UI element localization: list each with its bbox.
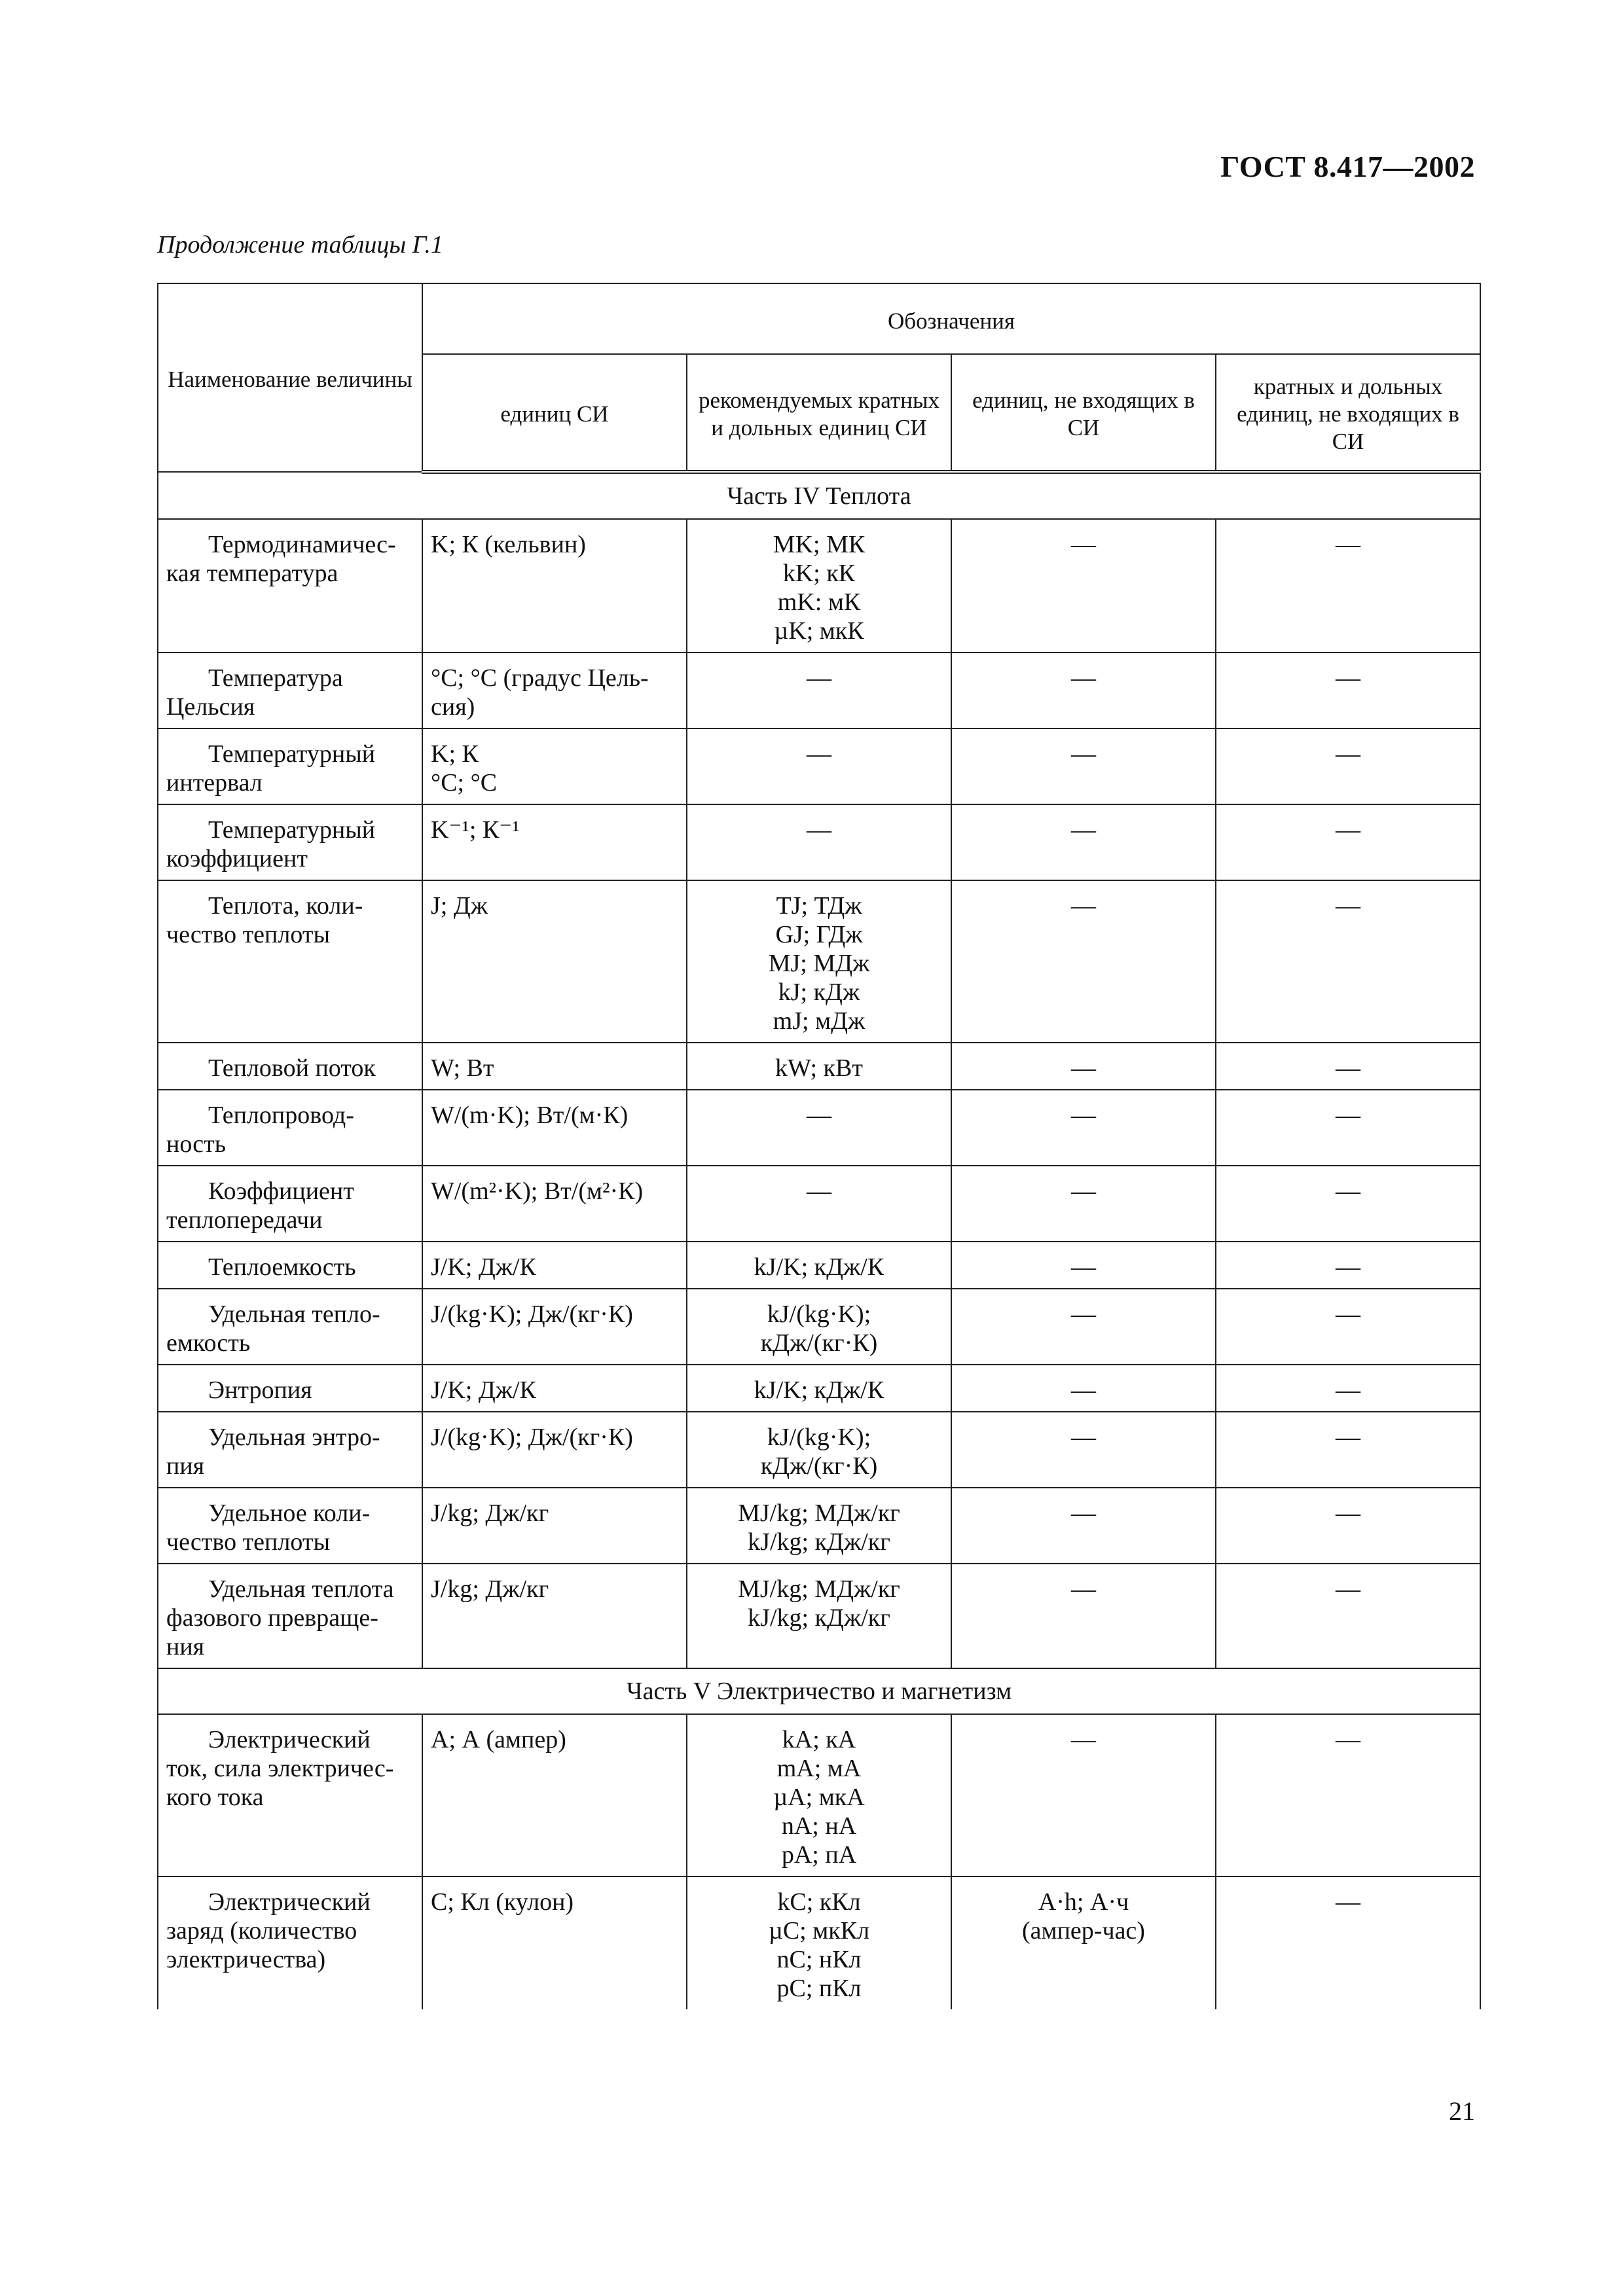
non-si-units: — [951,1166,1216,1242]
recommended-units: — [687,653,951,728]
recommended-units: kA; кА mA; мА µA; мкА nA; нА pA; пА [687,1714,951,1876]
quantity-name: Электрический ток, сила электричес- кого тока [158,1714,422,1876]
non-si-units: — [951,1488,1216,1564]
non-si-multiple-units: — [1216,1365,1480,1412]
recommended-units: kC; кКл µC; мкКл nC; нКл pC; пКл [687,1876,951,2009]
non-si-units: — [951,1289,1216,1365]
col-header-name: Наименование величины [158,283,422,472]
non-si-multiple-units: — [1216,1242,1480,1289]
non-si-units: — [951,728,1216,804]
si-unit: J/K; Дж/К [422,1365,687,1412]
units-table [157,283,1481,2009]
si-unit: W; Вт [422,1043,687,1090]
recommended-units: kJ/(kg·K); кДж/(кг·К) [687,1412,951,1488]
non-si-units: — [951,1412,1216,1488]
table-row [158,1564,1480,1668]
si-unit: J/K; Дж/К [422,1242,687,1289]
table-row [158,1876,1480,2009]
non-si-units: — [951,653,1216,728]
table-row [158,804,1480,880]
si-unit: J/kg; Дж/кг [422,1488,687,1564]
quantity-name: Температура Цельсия [158,653,422,728]
part-heading-heat: Часть IV Теплота [158,472,1480,519]
quantity-name: Коэффициент теплопередачи [158,1166,422,1242]
recommended-units: — [687,1166,951,1242]
non-si-multiple-units: — [1216,1876,1480,2009]
recommended-units: kW; кВт [687,1043,951,1090]
table-row [158,1289,1480,1365]
non-si-units: — [951,1090,1216,1166]
recommended-units: MJ/kg; МДж/кг kJ/kg; кДж/кг [687,1564,951,1668]
recommended-units: kJ/K; кДж/К [687,1365,951,1412]
quantity-name: Термодинамичес- кая температура [158,519,422,653]
table-row [158,1166,1480,1242]
non-si-multiple-units: — [1216,1488,1480,1564]
table-row [158,1090,1480,1166]
non-si-multiple-units: — [1216,1166,1480,1242]
si-unit: A; А (ампер) [422,1714,687,1876]
recommended-units: kJ/(kg·K); кДж/(кг·К) [687,1289,951,1365]
non-si-multiple-units: — [1216,1043,1480,1090]
non-si-units: — [951,1043,1216,1090]
non-si-multiple-units: — [1216,1714,1480,1876]
quantity-name: Теплота, коли- чество теплоты [158,880,422,1043]
recommended-units: MJ/kg; МДж/кг kJ/kg; кДж/кг [687,1488,951,1564]
col-header-recommended: рекомендуемых кратных и дольных единиц СИ [687,354,951,472]
quantity-name: Теплоемкость [158,1242,422,1289]
si-unit: K⁻¹; К⁻¹ [422,804,687,880]
col-header-non-si: единиц, не входящих в СИ [951,354,1216,472]
table-row [158,1412,1480,1488]
non-si-multiple-units: — [1216,1090,1480,1166]
recommended-units: — [687,804,951,880]
recommended-units: MK; МК kK; кК mK: мК µK; мкК [687,519,951,653]
quantity-name: Тепловой поток [158,1043,422,1090]
table-row [158,728,1480,804]
non-si-units: — [951,880,1216,1043]
non-si-units: — [951,804,1216,880]
col-header-designations: Обозначения [422,283,1480,354]
table-row [158,1365,1480,1412]
page-number: 21 [1449,2096,1475,2126]
si-unit: W/(m·K); Вт/(м·К) [422,1090,687,1166]
non-si-multiple-units: — [1216,804,1480,880]
non-si-units: — [951,1714,1216,1876]
table-row [158,1488,1480,1564]
quantity-name: Удельное коли- чество теплоты [158,1488,422,1564]
table-row [158,1043,1480,1090]
si-unit: C; Кл (кулон) [422,1876,687,2009]
non-si-units: — [951,519,1216,653]
si-unit: J/(kg·K); Дж/(кг·К) [422,1412,687,1488]
quantity-name: Температурный интервал [158,728,422,804]
quantity-name: Удельная тепло- емкость [158,1289,422,1365]
recommended-units: — [687,1090,951,1166]
quantity-name: Удельная теплота фазового превраще- ния [158,1564,422,1668]
si-unit: K; К (кельвин) [422,519,687,653]
table-row [158,653,1480,728]
non-si-multiple-units: — [1216,728,1480,804]
non-si-multiple-units: — [1216,653,1480,728]
recommended-units: kJ/K; кДж/К [687,1242,951,1289]
quantity-name: Температурный коэффициент [158,804,422,880]
recommended-units: — [687,728,951,804]
quantity-name: Удельная энтро- пия [158,1412,422,1488]
table-row [158,1714,1480,1876]
recommended-units: TJ; ТДж GJ; ГДж MJ; МДж kJ; кДж mJ; мДж [687,880,951,1043]
col-header-si: единиц СИ [422,354,687,472]
si-unit: K; К °C; °С [422,728,687,804]
non-si-multiple-units: — [1216,519,1480,653]
document-header: ГОСТ 8.417—2002 [1220,150,1475,183]
non-si-multiple-units: — [1216,1289,1480,1365]
quantity-name: Энтропия [158,1365,422,1412]
quantity-name: Теплопровод- ность [158,1090,422,1166]
col-header-non-si-multiples: кратных и дольных единиц, не входящих в СИ [1216,354,1480,472]
quantity-name: Электрический заряд (количество электричества) [158,1876,422,2009]
non-si-units: — [951,1564,1216,1668]
table-row [158,1242,1480,1289]
si-unit: °C; °С (градус Цель- сия) [422,653,687,728]
non-si-units: A·h; А·ч (ампер-час) [951,1876,1216,2009]
part-heading-electricity: Часть V Электричество и магнетизм [158,1668,1480,1714]
si-unit: J/(kg·K); Дж/(кг·К) [422,1289,687,1365]
non-si-units: — [951,1365,1216,1412]
si-unit: J; Дж [422,880,687,1043]
table-row [158,519,1480,653]
non-si-multiple-units: — [1216,880,1480,1043]
non-si-multiple-units: — [1216,1564,1480,1668]
non-si-multiple-units: — [1216,1412,1480,1488]
non-si-units: — [951,1242,1216,1289]
si-unit: W/(m²·K); Вт/(м²·К) [422,1166,687,1242]
table-caption: Продолжение таблицы Г.1 [157,231,443,259]
si-unit: J/kg; Дж/кг [422,1564,687,1668]
table-row [158,880,1480,1043]
